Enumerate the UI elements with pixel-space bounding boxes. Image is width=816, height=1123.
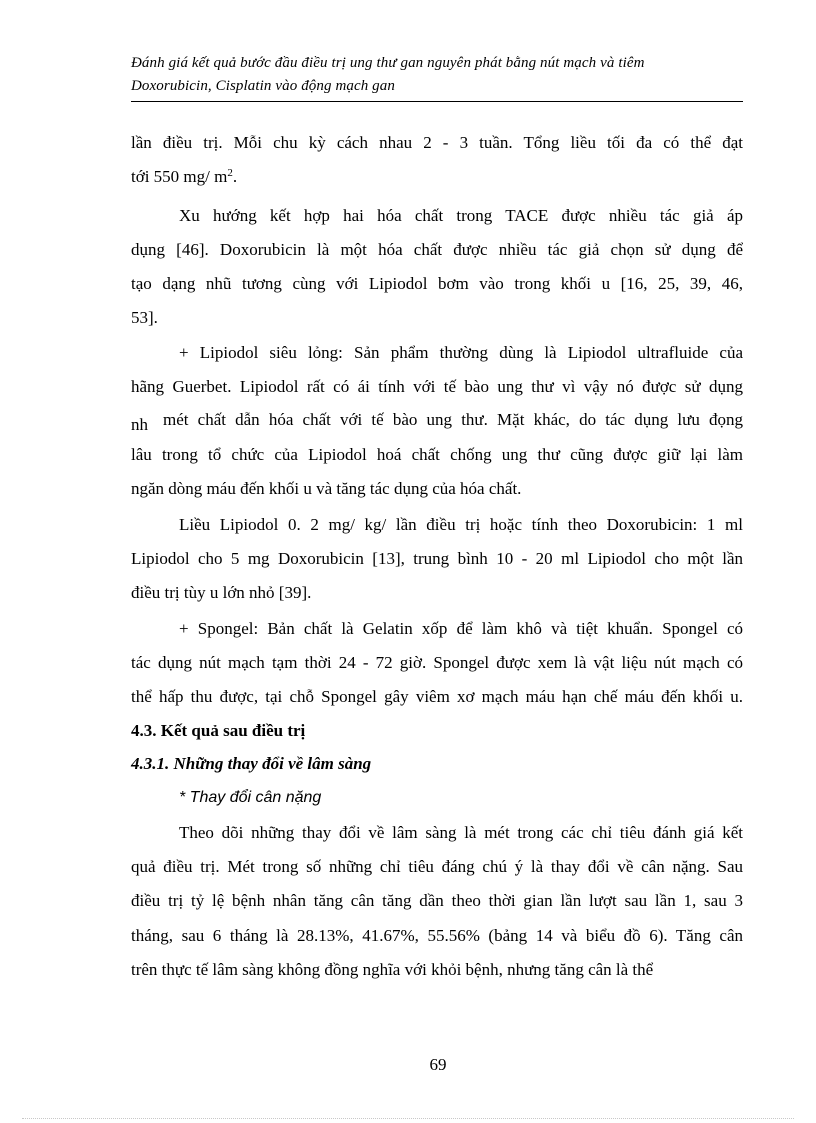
header-line-2: Doxorubicin, Cisplatin vào động mạch gan: [131, 78, 395, 94]
body-line-5: tạo dạng nhũ tương cùng với Lipiodol bơm vào trong khối u [16, 25, 39, 46,: [131, 274, 743, 293]
body-line-9a: nh: [131, 415, 148, 434]
body-line-22: trên thực tế lâm sàng không đồng nghĩa với khỏi bệnh, nhưng tăng cân là thể: [131, 960, 654, 979]
body-line-17: thể hấp thu được, tại chỗ Spongel gây viêm xơ mạch máu hạn chế máu đến khối u.: [131, 687, 743, 706]
body-line-8: hãng Guerbet. Lipiodol rất có ái tính với tế bào ung thư vì vậy nó được sử dụng: [131, 377, 743, 396]
running-header: [131, 52, 743, 98]
header-rule: [131, 101, 743, 102]
body-line-7: + Lipiodol siêu lỏng: Sản phẩm thường dùng là Lipiodol ultrafluide của: [179, 343, 743, 362]
body-line-18: Theo dõi những thay đổi về lâm sàng là mét trong các chỉ tiêu đánh giá kết: [179, 823, 743, 842]
body-line-11: ngăn dòng máu đến khối u và tăng tác dụng của hóa chất.: [131, 479, 522, 498]
body-line-4: dụng [46]. Doxorubicin là một hóa chất được nhiều tác giả chọn sử dụng để: [131, 240, 743, 259]
body-line-2-text: tới 550 mg/ m: [131, 167, 228, 186]
body-line-21: tháng, sau 6 tháng là 28.13%, 41.67%, 55.56% (bảng 14 và biểu đồ 6). Tăng cân: [131, 926, 743, 945]
subsection-heading: 4.3.1. Những thay đổi về lâm sàng: [131, 754, 372, 773]
body-line-9b: mét chất dẫn hóa chất với tế bào ung thư. Mặt khác, do tác dụng lưu đọng: [163, 410, 743, 429]
topic-heading: * Thay đổi cân nặng: [179, 789, 322, 806]
body-line-12: Liều Lipiodol 0. 2 mg/ kg/ lần điều trị hoặc tính theo Doxorubicin: 1 ml: [179, 515, 743, 534]
body-line-19: quả điều trị. Mét trong số những chỉ tiêu đáng chú ý là thay đổi về cân nặng. Sau: [131, 857, 743, 876]
body-line-2-end: .: [232, 167, 238, 186]
body-line-10: lâu trong tổ chức của Lipiodol hoá chất chống ung thư cũng được giữ lại làm: [131, 445, 743, 464]
body-line-15: + Spongel: Bản chất là Gelatin xốp để làm khô và tiệt khuẩn. Spongel có: [179, 619, 743, 638]
body-line-14: điều trị tùy u lớn nhỏ [39].: [131, 583, 312, 602]
body-line-1: lần điều trị. Mỗi chu kỳ cách nhau 2 - 3 tuần. Tổng liều tối đa có thể đạt: [131, 133, 743, 152]
body-line-2: [131, 165, 237, 189]
section-heading: 4.3. Kết quả sau điều trị: [131, 721, 306, 740]
body-line-3: Xu hướng kết hợp hai hóa chất trong TACE được nhiều tác giả áp: [179, 206, 743, 225]
page-bottom-border: [22, 1118, 794, 1119]
body-line-16: tác dụng nút mạch tạm thời 24 - 72 giờ. Spongel được xem là vật liệu nút mạch có: [131, 653, 743, 672]
body-line-13: Lipiodol cho 5 mg Doxorubicin [13], trung bình 10 - 20 ml Lipiodol cho một lần: [131, 549, 743, 568]
page-number: 69: [429, 1055, 447, 1074]
body-line-20: điều trị tỷ lệ bệnh nhân tăng cân tăng dần theo thời gian lần lượt sau lần 1, sau 3: [131, 891, 743, 910]
body-line-6: 53].: [131, 308, 158, 327]
superscript-2: 2: [227, 167, 233, 179]
header-line-1: Đánh giá kết quả bước đầu điều trị ung thư gan nguyên phát bằng nút mạch và tiêm: [131, 55, 645, 71]
